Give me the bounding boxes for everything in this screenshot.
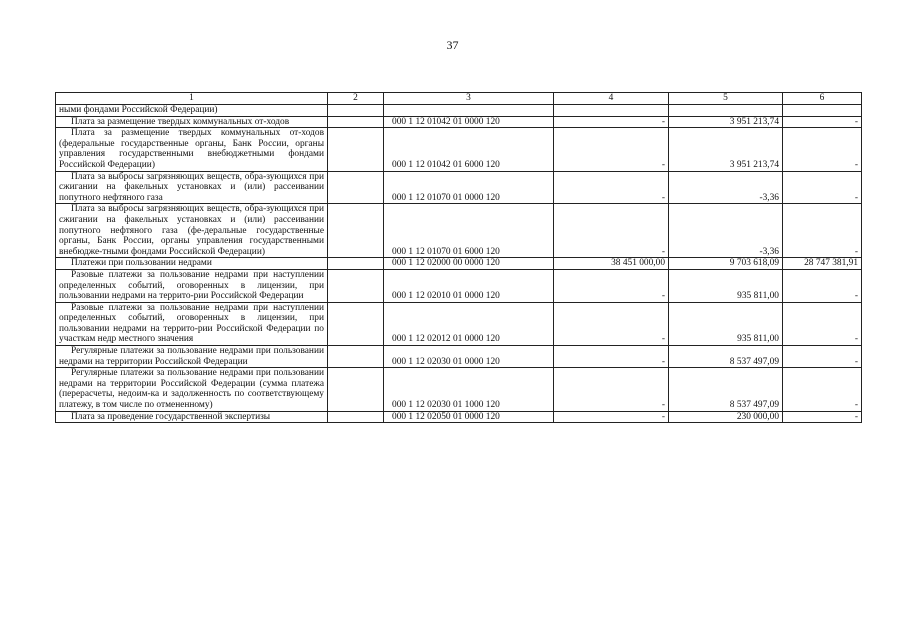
row-value-col4: - <box>554 368 669 411</box>
row-value-col5: 8 537 497,09 <box>669 368 783 411</box>
row-name-cell: Регулярные платежи за пользование недрами при пользовании недрами на территории Российской Федерации <box>56 346 328 368</box>
row-name-cell: Плата за выбросы загрязняющих веществ, обра-зующихся при сжигании на факельных установках и (или) рассеивании попутного нефтяного газа <box>56 171 328 204</box>
row-col2-cell <box>328 204 384 258</box>
row-col2-cell <box>328 116 384 128</box>
row-value-col4: - <box>554 411 669 423</box>
row-name-cell: Плата за выбросы загрязняющих веществ, обра-зующихся при сжигании на факельных установках и (или) рассеивании попутного нефтяного газа (фе-деральные государственные органы, Банк России, органы управления государственными внебюдже-тными фондами Российской Федерации) <box>56 204 328 258</box>
row-value-col5 <box>669 105 783 117</box>
row-value-col6: - <box>783 411 862 423</box>
table-row <box>56 368 862 411</box>
row-value-col6: - <box>783 346 862 368</box>
row-col2-cell <box>328 128 384 171</box>
row-value-col4 <box>554 105 669 117</box>
header-col-1: 1 <box>56 93 328 105</box>
row-value-col5: 935 811,00 <box>669 269 783 302</box>
row-value-col6: - <box>783 269 862 302</box>
header-col-6: 6 <box>783 93 862 105</box>
row-name-cell: Разовые платежи за пользование недрами при наступлении определенных событий, оговоренных в лицензии, при пользовании недрами на террито-рии Российской Федерации <box>56 269 328 302</box>
row-code-cell: 000 1 12 02010 01 0000 120 <box>384 269 554 302</box>
row-name-cell: ными фондами Российской Федерации) <box>56 105 328 117</box>
row-value-col6: - <box>783 171 862 204</box>
table-row <box>56 302 862 345</box>
row-value-col4: - <box>554 346 669 368</box>
row-value-col5: 3 951 213,74 <box>669 116 783 128</box>
row-col2-cell <box>328 368 384 411</box>
row-value-col4: - <box>554 171 669 204</box>
table-row <box>56 269 862 302</box>
table-row <box>56 411 862 423</box>
row-code-cell: 000 1 12 02012 01 0000 120 <box>384 302 554 345</box>
row-name-cell: Разовые платежи за пользование недрами при наступлении определенных событий, оговоренных в лицензии, при пользовании недрами на террито-рии Российской Федерации по участкам недр местного значения <box>56 302 328 345</box>
row-code-cell: 000 1 12 01042 01 0000 120 <box>384 116 554 128</box>
row-value-col4: - <box>554 302 669 345</box>
row-col2-cell <box>328 346 384 368</box>
header-col-5: 5 <box>669 93 783 105</box>
header-col-4: 4 <box>554 93 669 105</box>
row-value-col4: 38 451 000,00 <box>554 258 669 270</box>
row-name-cell: Плата за размещение твердых коммунальных от-ходов (федеральные государственные органы, Банк России, органы управления государственными внебюджетными фондами Российской Федерации) <box>56 128 328 171</box>
row-value-col4: - <box>554 128 669 171</box>
row-value-col5: 935 811,00 <box>669 302 783 345</box>
header-col-3: 3 <box>384 93 554 105</box>
table-row <box>56 105 862 117</box>
row-value-col5: 3 951 213,74 <box>669 128 783 171</box>
row-value-col6: - <box>783 302 862 345</box>
row-code-cell: 000 1 12 02050 01 0000 120 <box>384 411 554 423</box>
row-value-col6: - <box>783 116 862 128</box>
row-value-col4: - <box>554 269 669 302</box>
row-value-col5: 8 537 497,09 <box>669 346 783 368</box>
table-row <box>56 346 862 368</box>
budget-table <box>55 92 862 423</box>
row-code-cell: 000 1 12 01070 01 6000 120 <box>384 204 554 258</box>
row-value-col6: - <box>783 204 862 258</box>
row-code-cell: 000 1 12 02000 00 0000 120 <box>384 258 554 270</box>
row-value-col5: -3,36 <box>669 171 783 204</box>
page-number: 37 <box>446 38 459 52</box>
table-row <box>56 128 862 171</box>
row-name-cell: Плата за размещение твердых коммунальных от-ходов <box>56 116 328 128</box>
table-row <box>56 171 862 204</box>
row-value-col5: 230 000,00 <box>669 411 783 423</box>
row-value-col4: - <box>554 116 669 128</box>
row-code-cell: 000 1 12 01070 01 0000 120 <box>384 171 554 204</box>
row-value-col5: 9 703 618,09 <box>669 258 783 270</box>
row-value-col6: - <box>783 368 862 411</box>
table-row <box>56 116 862 128</box>
row-value-col6: - <box>783 128 862 171</box>
row-value-col6 <box>783 105 862 117</box>
row-col2-cell <box>328 258 384 270</box>
row-code-cell: 000 1 12 02030 01 0000 120 <box>384 346 554 368</box>
table-row <box>56 258 862 270</box>
table-header-row <box>56 93 862 105</box>
header-col-2: 2 <box>328 93 384 105</box>
row-col2-cell <box>328 269 384 302</box>
table-body <box>56 93 862 423</box>
row-code-cell <box>384 105 554 117</box>
row-value-col4: - <box>554 204 669 258</box>
row-col2-cell <box>328 302 384 345</box>
row-name-cell: Платежи при пользовании недрами <box>56 258 328 270</box>
row-name-cell: Регулярные платежи за пользование недрами при пользовании недрами на территории Российской Федерации (сумма платежа (перерасчеты, недоим-ка и задолженность по соответствующему платежу, в том числе по отмененному) <box>56 368 328 411</box>
row-col2-cell <box>328 105 384 117</box>
row-value-col6: 28 747 381,91 <box>783 258 862 270</box>
row-name-cell: Плата за проведение государственной экспертизы <box>56 411 328 423</box>
table-row <box>56 204 862 258</box>
row-value-col5: -3,36 <box>669 204 783 258</box>
row-code-cell: 000 1 12 01042 01 6000 120 <box>384 128 554 171</box>
row-col2-cell <box>328 171 384 204</box>
row-code-cell: 000 1 12 02030 01 1000 120 <box>384 368 554 411</box>
row-col2-cell <box>328 411 384 423</box>
